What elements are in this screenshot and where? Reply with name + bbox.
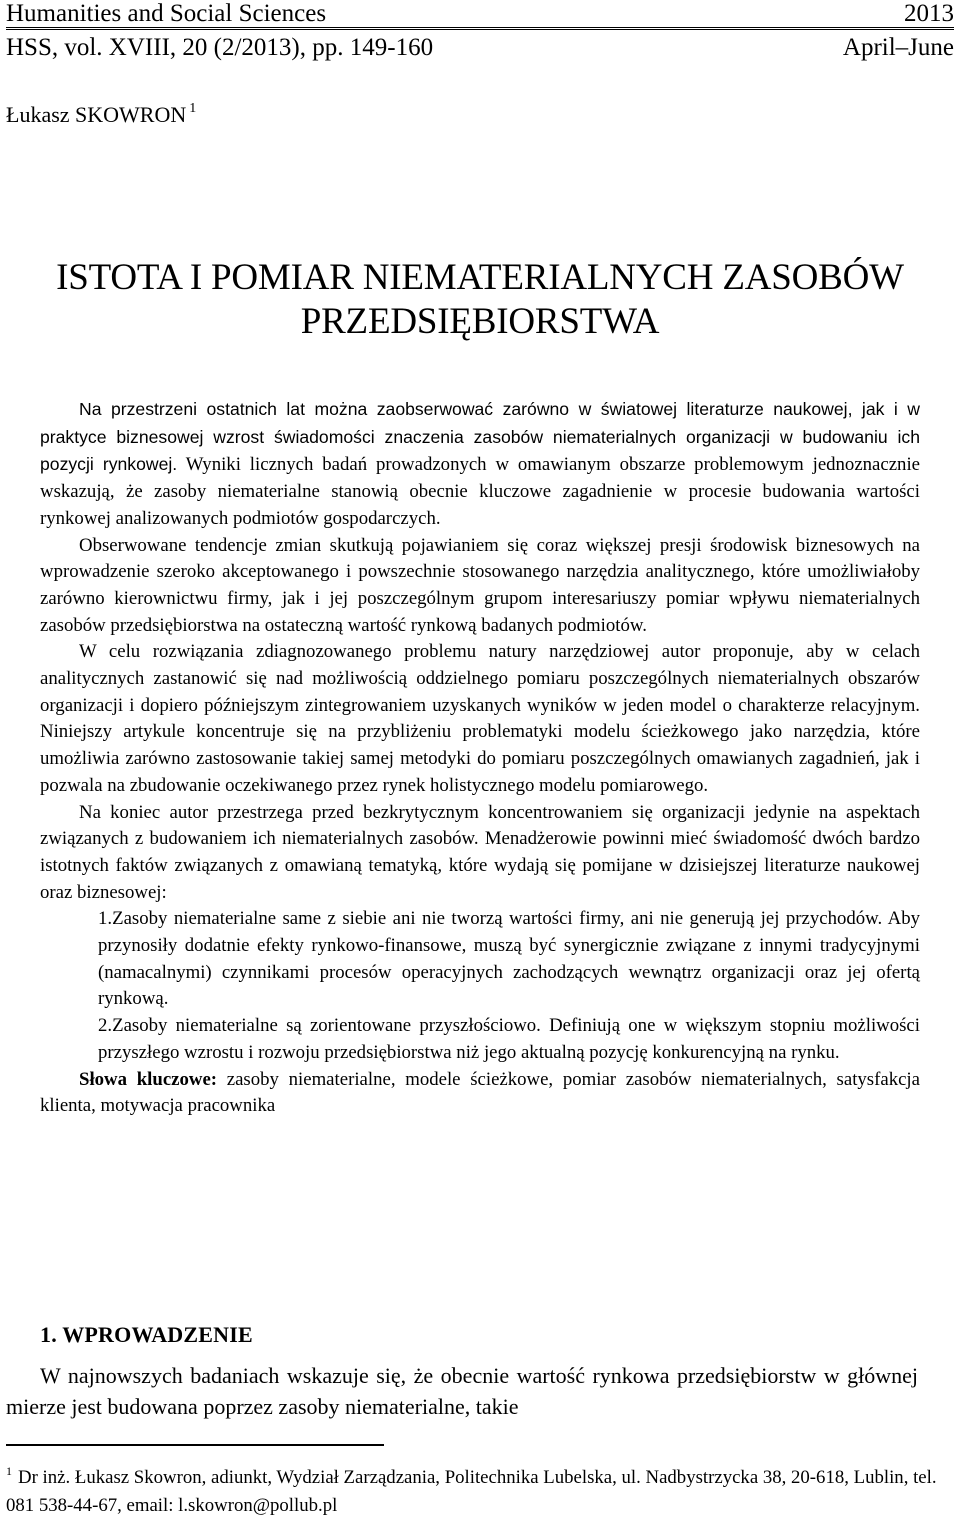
list-item-text: Zasoby niematerialne same z siebie ani nie tworzą wartości firmy, ani nie generują jej przychodów. Aby przynosiły dodatnie efekty rynkowo-finansowe, muszą być synergicznie związane z innymi tradycyjnymi (namacalnymi) czynnikami procesów operacyjnych zachodzących wewnątrz organizacji oraz jej ofertą rynkową.: [98, 908, 920, 1010]
journal-period: April–June: [842, 34, 954, 61]
footnote-divider: [6, 1444, 384, 1446]
keywords-label: Słowa kluczowe:: [79, 1068, 218, 1090]
running-header-bottom: [6, 34, 954, 62]
title-line-2: PRZEDSIĘBIORSTWA: [300, 301, 660, 342]
title-line-1: ISTOTA I POMIAR NIEMATERIALNYCH ZASOBÓW: [56, 257, 904, 298]
journal-year: 2013: [904, 0, 954, 27]
list-item-number: 2.: [98, 1015, 113, 1037]
author-line: [6, 101, 196, 128]
footnote: [6, 1457, 956, 1520]
keywords-text: zasoby niematerialne, modele ścieżkowe, pomiar zasobów niematerialnych, satysfakcja klienta, motywacja pracownika: [40, 1068, 920, 1117]
journal-name: Humanities and Social Sciences: [6, 0, 327, 27]
list-item: [98, 1013, 920, 1066]
intro-body: [6, 1360, 918, 1422]
keywords: [40, 1067, 920, 1120]
abstract-paragraph-2: Obserwowane tendencje zmian skutkują pojawianiem się coraz większej presji środowisk biznesowych na wprowadzenie szeroko akceptowanego i powszechnie stosowanego narzędzia analitycznego, które umożliwiałoby zarówno kierownictwu firmy, jak i jej poszczególnym grupom interesariuszy pomiar wpływu niematerialnych zasobów przedsiębiorstwa na ostateczną wartość rynkową badanych podmiotów.: [40, 534, 920, 636]
list-item-text: Zasoby niematerialne są zorientowane przyszłościowo. Definiują one w większym stopniu możliwości przyszłego wzrostu i rozwoju przedsiębiorstwa niż jego aktualną pozycję konkurencyjną na rynku.: [98, 1015, 920, 1063]
section-heading: 1. WPROWADZENIE: [40, 1322, 253, 1347]
intro-paragraph: W najnowszych badaniach wskazuje się, że obecnie wartość rynkowa przedsiębiorstw w głównej mierze jest budowana poprzez zasoby niematerialne, takie: [6, 1363, 918, 1419]
abstract-list: [40, 906, 920, 1066]
list-item: [98, 906, 920, 1013]
abstract-paragraph-1: [40, 396, 920, 533]
list-item-number: 1.: [98, 908, 113, 930]
author-name: Łukasz SKOWRON: [6, 102, 187, 127]
abstract-paragraph-3: W celu rozwiązania zdiagnozowanego problemu natury narzędziowej autor proponuje, aby w celach analitycznych zastanowić się nad możliwością oddzielnego pomiaru poszczególnych niematerialnych obszarów organizacji i dopiero późniejszym zintegrowaniem uzyskanych wyników w jeden model o charakterze relacyjnym. Niniejszy artykule koncentruje się na przybliżeniu problematyki modelu ścieżkowego jako narzędzia, które umożliwia zarówno zastosowanie takiej samej metodyki do pomiaru poszczególnych omawianych zagadnień, jak i pozwala na zbudowanie oczekiwanego przez rynek holistycznego modelu pomiarowego.: [40, 641, 920, 796]
abstract-p1-serif: Wyniki licznych badań prowadzonych w omawianym obszarze problemowym jednoznacznie wskazują, że zasoby niematerialne stanowią obecnie kluczowe zagadnienie w procesie budowania wartości rynkowej analizowanych podmiotów gospodarczych.: [40, 454, 921, 529]
abstract-p1-sans: Na przestrzeni ostatnich lat można zaobserwować zarówno w światowej literaturze naukowej, jak i w praktyce biznesowej wzrost świadomości znaczenia zasobów niematerialnych organizacji w budowaniu ich pozycji rynkowej.: [40, 399, 920, 475]
abstract: [40, 396, 920, 1120]
running-header-top: [6, 0, 954, 28]
author-footnote-mark: 1: [189, 101, 197, 116]
footnote-mark: 1: [6, 1464, 12, 1478]
journal-volume: HSS, vol. XVIII, 20 (2/2013), pp. 149-160: [6, 34, 434, 61]
article-title: [0, 256, 960, 344]
abstract-paragraph-4: Na koniec autor przestrzega przed bezkrytycznym koncentrowaniem się organizacji jedynie na aspektach związanych z budowaniem ich niematerialnych zasobów. Menadżerowie powinni mieć świadomość dwóch bardzo istotnych faktów związanych z omawianą tematyką, które wydają się pomijane w dzisiejszej literaturze naukowej oraz biznesowej:: [40, 801, 920, 903]
footnote-text: Dr inż. Łukasz Skowron, adiunkt, Wydział Zarządzania, Politechnika Lubelska, ul. Nadbystrzycka 38, 20-618, Lublin, tel. 081 538-44-67, email: l.skowron@pollub.pl: [6, 1467, 937, 1516]
